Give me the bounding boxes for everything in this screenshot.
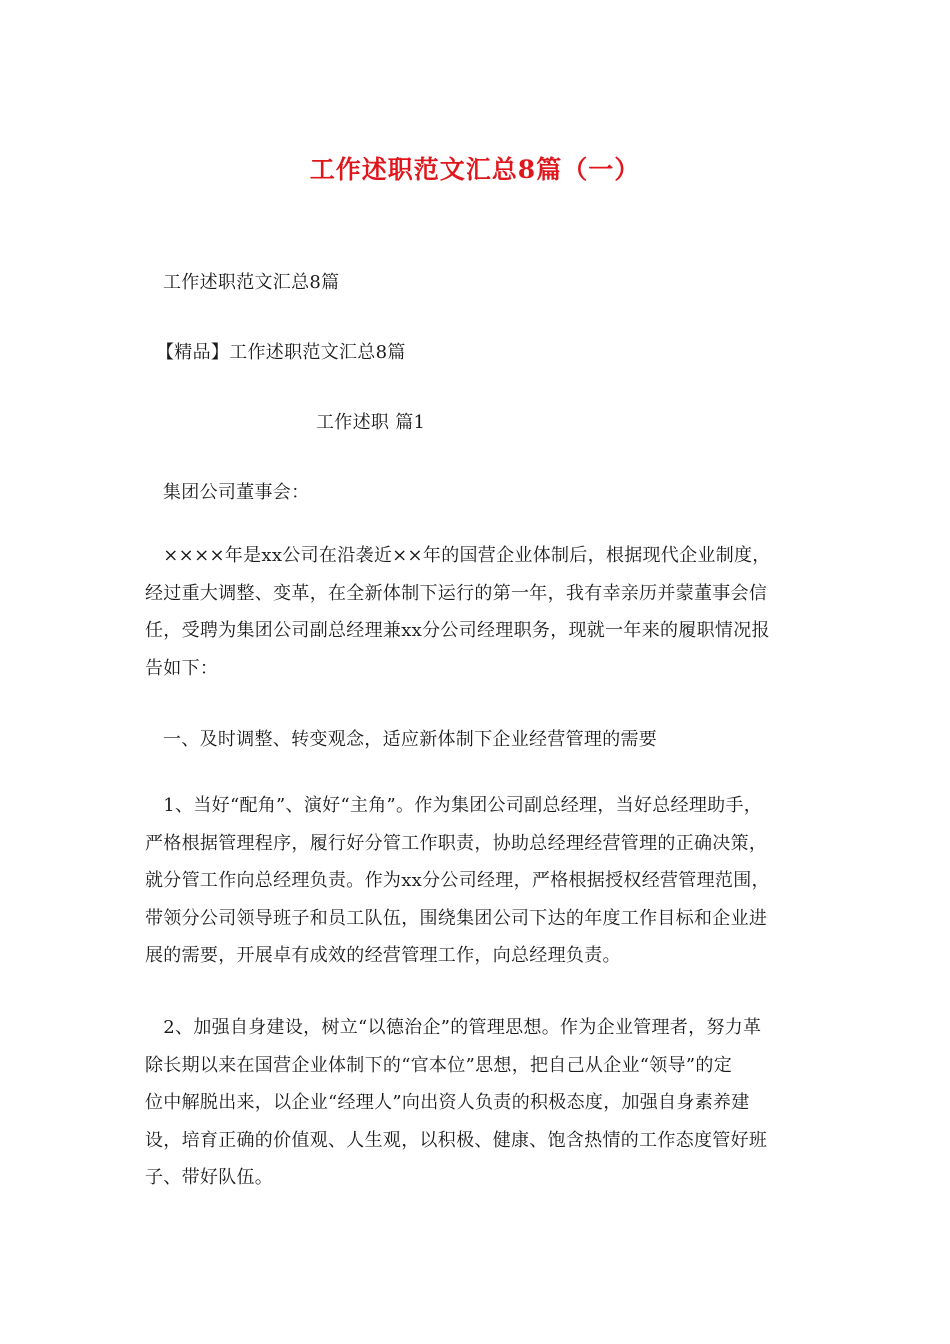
document-tagline: 【精品】工作述职范文汇总8篇 <box>156 342 406 363</box>
paragraph-1 <box>145 537 835 687</box>
paragraph-2 <box>145 787 835 975</box>
paragraph-line: 子、带好队伍。 <box>145 1167 274 1188</box>
paragraph-line: 2、加强自身建设，树立“以德治企”的管理思想。作为企业管理者，努力革 <box>145 1017 762 1038</box>
document-subtitle: 工作述职范文汇总8篇 <box>163 272 340 293</box>
section-heading: 工作述职 篇1 <box>316 412 426 433</box>
paragraph-3 <box>145 1009 835 1197</box>
document-title: 工作述职范文汇总8篇（一） <box>309 155 641 184</box>
paragraph-line: 告如下： <box>145 657 219 679</box>
paragraph-line: 就分管工作向总经理负责。作为xx分公司经理，严格根据授权经营管理范围， <box>145 870 770 891</box>
salutation: 集团公司董事会： <box>163 482 310 503</box>
paragraph-line: 位中解脱出来，以企业“经理人”向出资人负责的积极态度，加强自身素养建 <box>145 1092 750 1113</box>
paragraph-line: 任，受聘为集团公司副总经理兼xx分公司经理职务，现就一年来的履职情况报 <box>145 620 770 641</box>
paragraph-line: 带领分公司领导班子和员工队伍，围绕集团公司下达的年度工作目标和企业进 <box>145 907 768 929</box>
paragraph-line: 除长期以来在国营企业体制下的“官本位”思想，把自己从企业“领导”的定 <box>145 1054 733 1076</box>
paragraph-line: ××××年是xx公司在沿袭近××年的国营企业体制后，根据现代企业制度， <box>145 545 771 566</box>
paragraph-line: 严格根据管理程序，履行好分管工作职责，协助总经理经营管理的正确决策， <box>145 832 768 854</box>
paragraph-line: 设，培育正确的价值观、人生观，以积极、健康、饱含热情的工作态度管好班 <box>145 1129 768 1151</box>
paragraph-line: 经过重大调整、变革，在全新体制下运行的第一年，我有幸亲历并蒙董事会信 <box>145 582 768 604</box>
paragraph-line: 展的需要，开展卓有成效的经营管理工作，向总经理负责。 <box>145 945 621 966</box>
paragraph-line: 1、当好“配角”、演好“主角”。作为集团公司副总经理，当好总经理助手， <box>145 795 763 816</box>
heading-1: 一、及时调整、转变观念，适应新体制下企业经营管理的需要 <box>163 729 658 750</box>
